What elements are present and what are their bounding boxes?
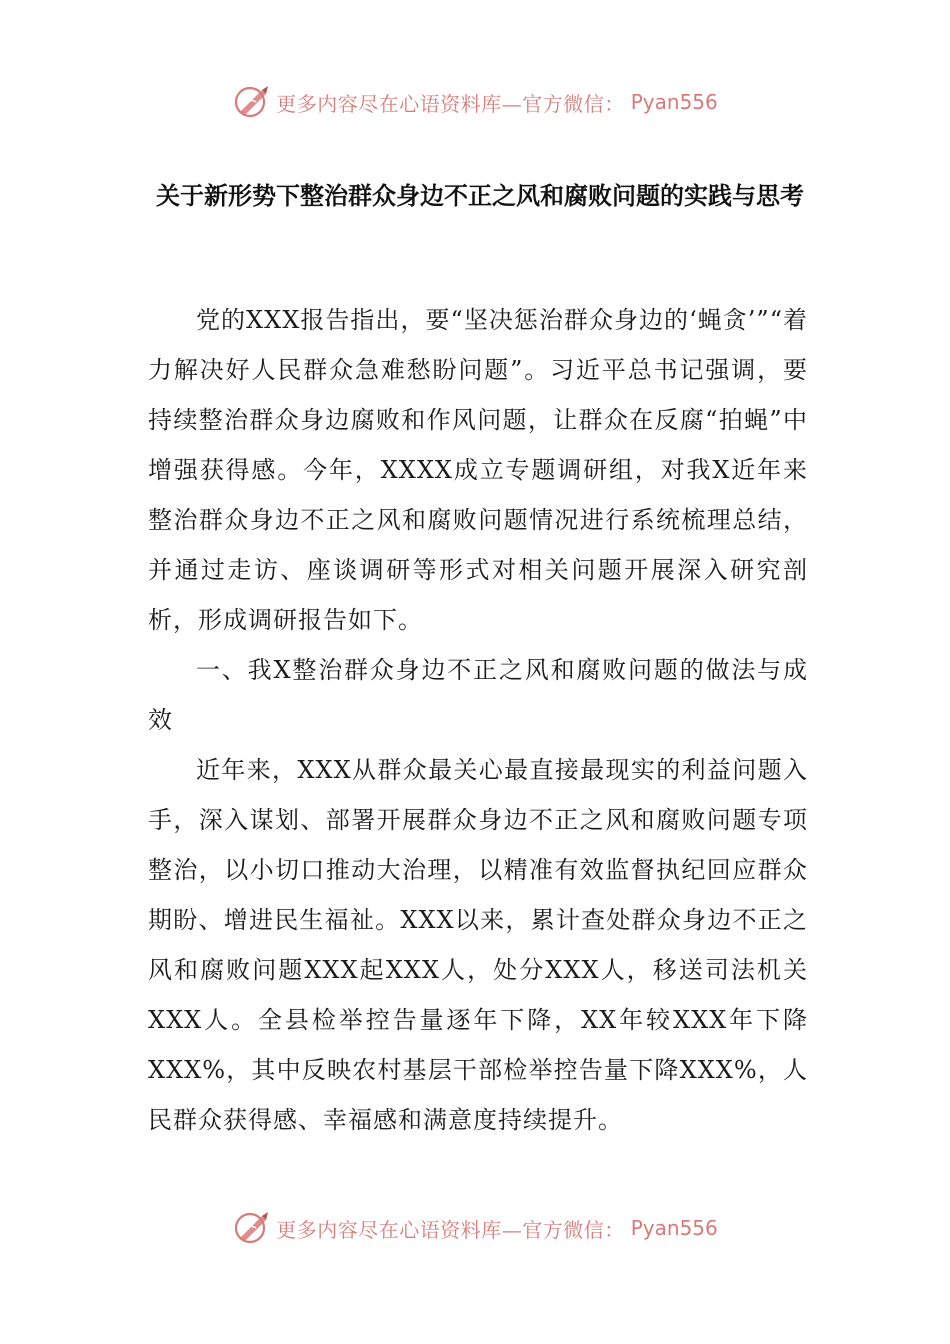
watermark-banner-top (0, 80, 950, 124)
pen-logo-icon (232, 1208, 272, 1248)
watermark-wechat-id: Pyan556 (630, 1216, 718, 1240)
watermark-wechat-id: Pyan556 (630, 90, 718, 114)
paragraph-achievements: 近年来，XXX从群众最关心最直接最现实的利益问题入手，深入谋划、部署开展群众身边不正之风和腐败问题专项整治，以小切口推动大治理，以精准有效监督执纪回应群众期盼、增进民生福祉。XXX以来，累计查处群众身边不正之风和腐败问题XXX起XXX人，处分XXX人，移送司法机关XXX人。全县检举控告量逐年下降，XX年较XXX年下降XXX%，其中反映农村基层干部检举控告量下降XXX%，人民群众获得感、幸福感和满意度持续提升。 (148, 756, 808, 1134)
document-body (148, 295, 808, 1145)
watermark-banner-bottom (0, 1206, 950, 1250)
watermark-text: 更多内容尽在心语资料库—官方微信： (276, 91, 625, 116)
document-title: 关于新形势下整治群众身边不正之风和腐败问题的实践与思考 (156, 182, 804, 210)
section-heading-1: 一、我X整治群众身边不正之风和腐败问题的做法与成效 (148, 656, 808, 734)
paragraph-intro: 党的XXX报告指出，要“坚决惩治群众身边的‘蝇贪’”“着力解决好人民群众急难愁盼问题”。习近平总书记强调，要持续整治群众身边腐败和作风问题，让群众在反腐“拍蝇”中增强获得感。今年，XXXX成立专题调研组，对我X近年来整治群众身边不正之风和腐败问题情况进行系统梳理总结，并通过走访、座谈调研等形式对相关问题开展深入研究剖析，形成调研报告如下。 (148, 306, 808, 634)
watermark-text: 更多内容尽在心语资料库—官方微信： (276, 1217, 625, 1242)
pen-logo-icon (232, 82, 272, 122)
